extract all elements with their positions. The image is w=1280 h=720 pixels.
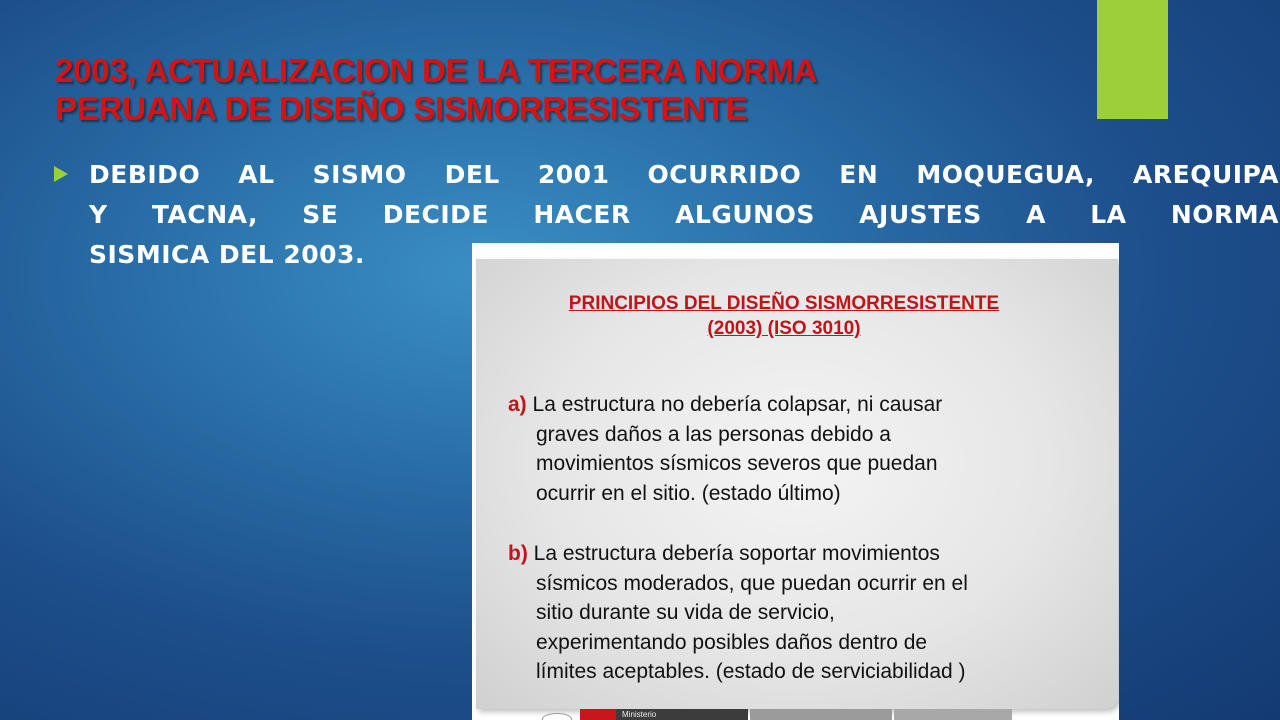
principle-line bbox=[508, 539, 968, 569]
embedded-heading-line: PRINCIPIOS DEL DISEÑO SISMORRESISTENTE bbox=[568, 293, 1000, 314]
word: SE bbox=[302, 200, 339, 229]
word: AREQUIPA bbox=[1133, 160, 1279, 189]
principle-line: ocurrir en el sitio. (estado último) bbox=[536, 481, 841, 505]
principle-b bbox=[508, 539, 968, 687]
principle-line bbox=[508, 390, 942, 420]
footer-red-block bbox=[580, 709, 616, 720]
accent-bar bbox=[1097, 0, 1168, 119]
principle-line: sísmicos moderados, que puedan ocurrir en el bbox=[536, 571, 968, 595]
principle-line: movimientos sísmicos severos que puedan bbox=[536, 452, 938, 475]
word: AL bbox=[238, 160, 275, 189]
word: ALGUNOS bbox=[675, 200, 815, 229]
word: DEL bbox=[444, 160, 500, 189]
slide-title bbox=[55, 52, 1075, 128]
principle-a bbox=[508, 390, 942, 508]
word: AJUSTES bbox=[859, 200, 982, 229]
word: LA bbox=[1090, 200, 1127, 229]
word: OCURRIDO bbox=[647, 160, 802, 189]
principle-marker: b) bbox=[508, 542, 528, 565]
bullet-line-2 bbox=[89, 195, 1279, 235]
principle-line: graves daños a las personas debido a bbox=[536, 422, 891, 446]
principle-text: La estructura debería soportar movimientos bbox=[533, 542, 940, 565]
principle-text: La estructura no debería colapsar, ni causar bbox=[532, 393, 943, 416]
principle-marker: a) bbox=[508, 393, 527, 416]
principle-line: límites aceptables. (estado de serviciabilidad ) bbox=[536, 660, 966, 683]
principle-line: experimentando posibles daños dentro de bbox=[536, 630, 928, 654]
principle-line: sitio durante su vida de servicio, bbox=[536, 601, 835, 624]
word: NORMA bbox=[1170, 200, 1279, 229]
slide-title-line: PERUANA DE DISEÑO SISMORRESISTENTE bbox=[55, 90, 748, 127]
footer-ministry-block bbox=[616, 709, 748, 720]
word: Y bbox=[89, 200, 108, 229]
word: 2001 bbox=[537, 160, 610, 189]
government-seal-icon bbox=[542, 713, 572, 720]
footer-grey-block bbox=[894, 709, 1012, 720]
slide-title-line: 2003, ACTUALIZACION DE LA TERCERA NORMA bbox=[55, 52, 818, 89]
footer-ministry-label: Ministerio bbox=[622, 710, 657, 719]
footer-grey-block bbox=[750, 709, 892, 720]
embedded-footer-strip bbox=[472, 709, 1119, 720]
word: SISMICA DEL 2003. bbox=[89, 240, 365, 269]
embedded-slide-image bbox=[472, 243, 1119, 720]
bullet-line-1 bbox=[89, 155, 1279, 195]
word: DEBIDO bbox=[89, 160, 201, 189]
word: HACER bbox=[533, 200, 631, 229]
embedded-heading-line: (2003) (ISO 3010) bbox=[707, 318, 861, 339]
word: DECIDE bbox=[382, 200, 489, 229]
word: TACNA, bbox=[151, 200, 258, 229]
triangle-right-icon bbox=[54, 166, 68, 182]
word: SISMO bbox=[312, 160, 407, 189]
embedded-slide-panel bbox=[476, 259, 1118, 709]
embedded-heading bbox=[476, 291, 1092, 341]
word: EN bbox=[839, 160, 879, 189]
word: MOQUEGUA, bbox=[916, 160, 1095, 189]
word: A bbox=[1026, 200, 1046, 229]
